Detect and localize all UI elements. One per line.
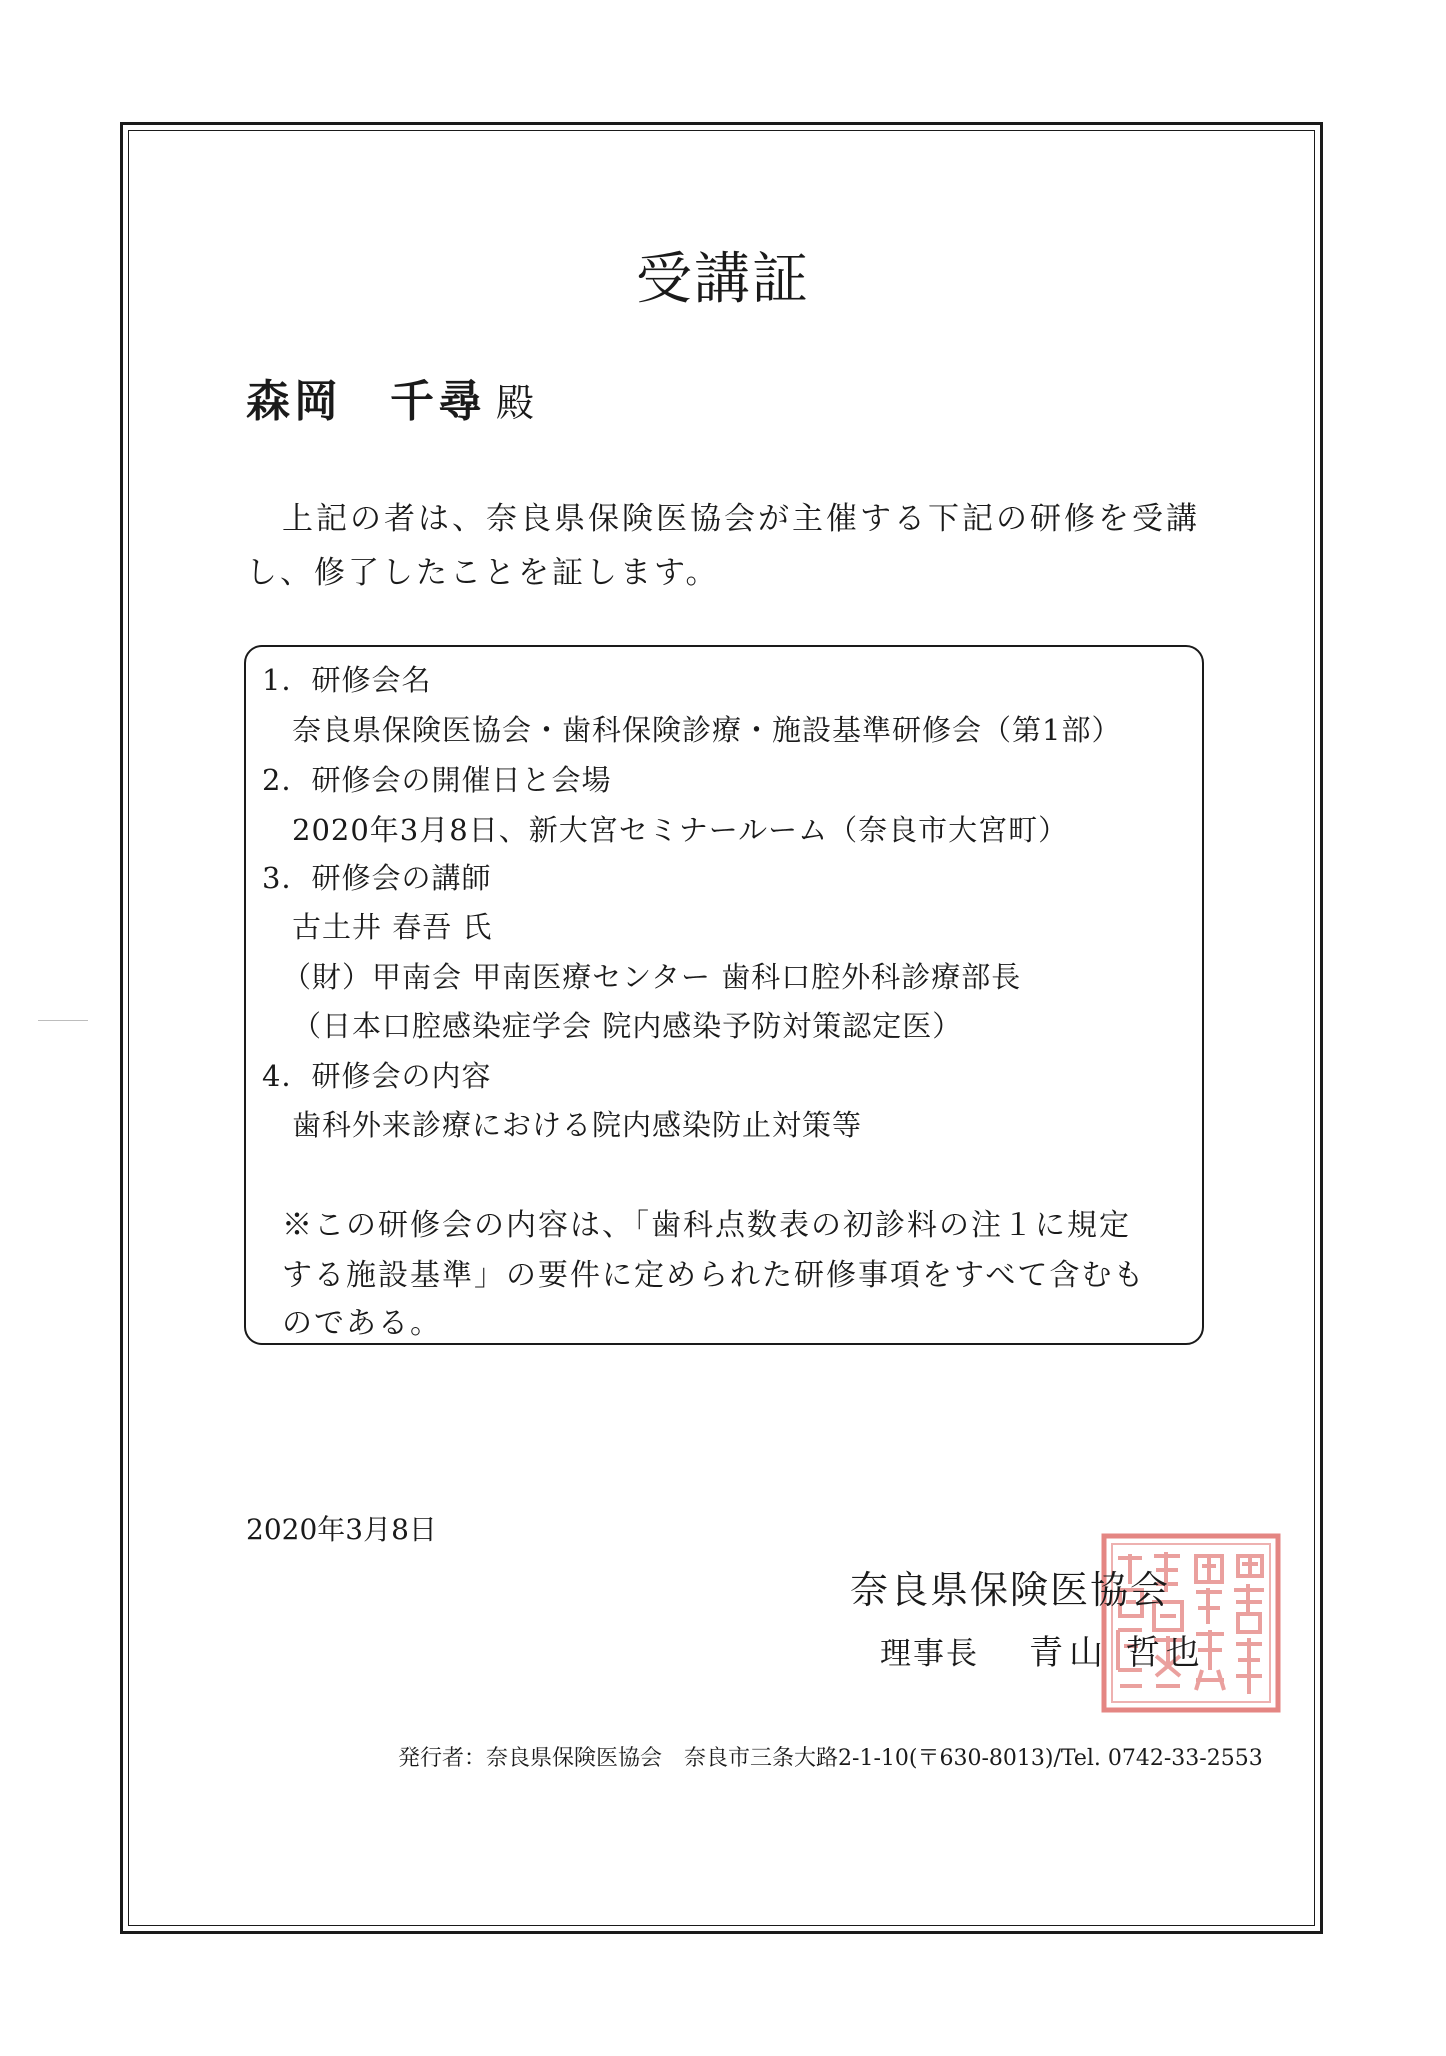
publisher-address: 奈良市三条大路2-1-10(〒630-8013)/Tel. 0742-33-2553 [684,1746,1263,1771]
note-line-3: のである。 [282,1306,442,1341]
lecturer-certification: （日本口腔感染症学会 院内感染予防対策認定医） [292,1009,963,1043]
content-heading: 4．研修会の内容 [262,1059,492,1093]
scan-mark [38,1020,88,1021]
course-name: 奈良県保険医協会・歯科保険診療・施設基準研修会（第1部） [292,713,1122,747]
course-name-heading: 1．研修会名 [262,663,432,697]
organization-seal [1098,1530,1284,1716]
certification-statement [246,492,1222,600]
recipient-honorific: 殿 [496,381,539,425]
statement-line-2: し、修了したことを証します。 [246,555,720,591]
lecturer-affiliation: （財）甲南会 甲南医療センター 歯科口腔外科診療部長 [282,960,1022,994]
certificate-title: 受講証 [636,247,810,312]
note-line-2: する施設基準」の要件に定められた研修事項をすべて含むも [282,1258,1146,1293]
recipient [246,372,538,433]
issue-date: 2020年3月8日 [246,1513,437,1546]
signatory-name: 青山 哲也 [1029,1633,1206,1673]
note-line-1: ※この研修会の内容は、「歯科点数表の初診料の注１に規定 [282,1208,1131,1243]
date-venue: 2020年3月8日、新大宮セミナールーム（奈良市大宮町） [292,813,1069,847]
recipient-name: 森岡 千尋 [246,376,486,427]
date-venue-heading: 2．研修会の開催日と会場 [262,763,612,797]
course-content: 歯科外来診療における院内感染防止対策等 [292,1108,863,1142]
publisher: 発行者：奈良県保険医協会 [398,1746,663,1771]
issuing-organization: 奈良県保険医協会 [850,1568,1171,1612]
signatory-role: 理事長 [880,1636,979,1672]
lecturer-heading: 3．研修会の講師 [262,861,492,895]
statement-line-1: 上記の者は、奈良県保険医協会が主催する下記の研修を受講 [282,501,1200,537]
lecturer-name: 古土井 春吾 氏 [292,910,493,944]
publisher-footer [398,1744,1263,1774]
signatory [880,1628,1206,1679]
